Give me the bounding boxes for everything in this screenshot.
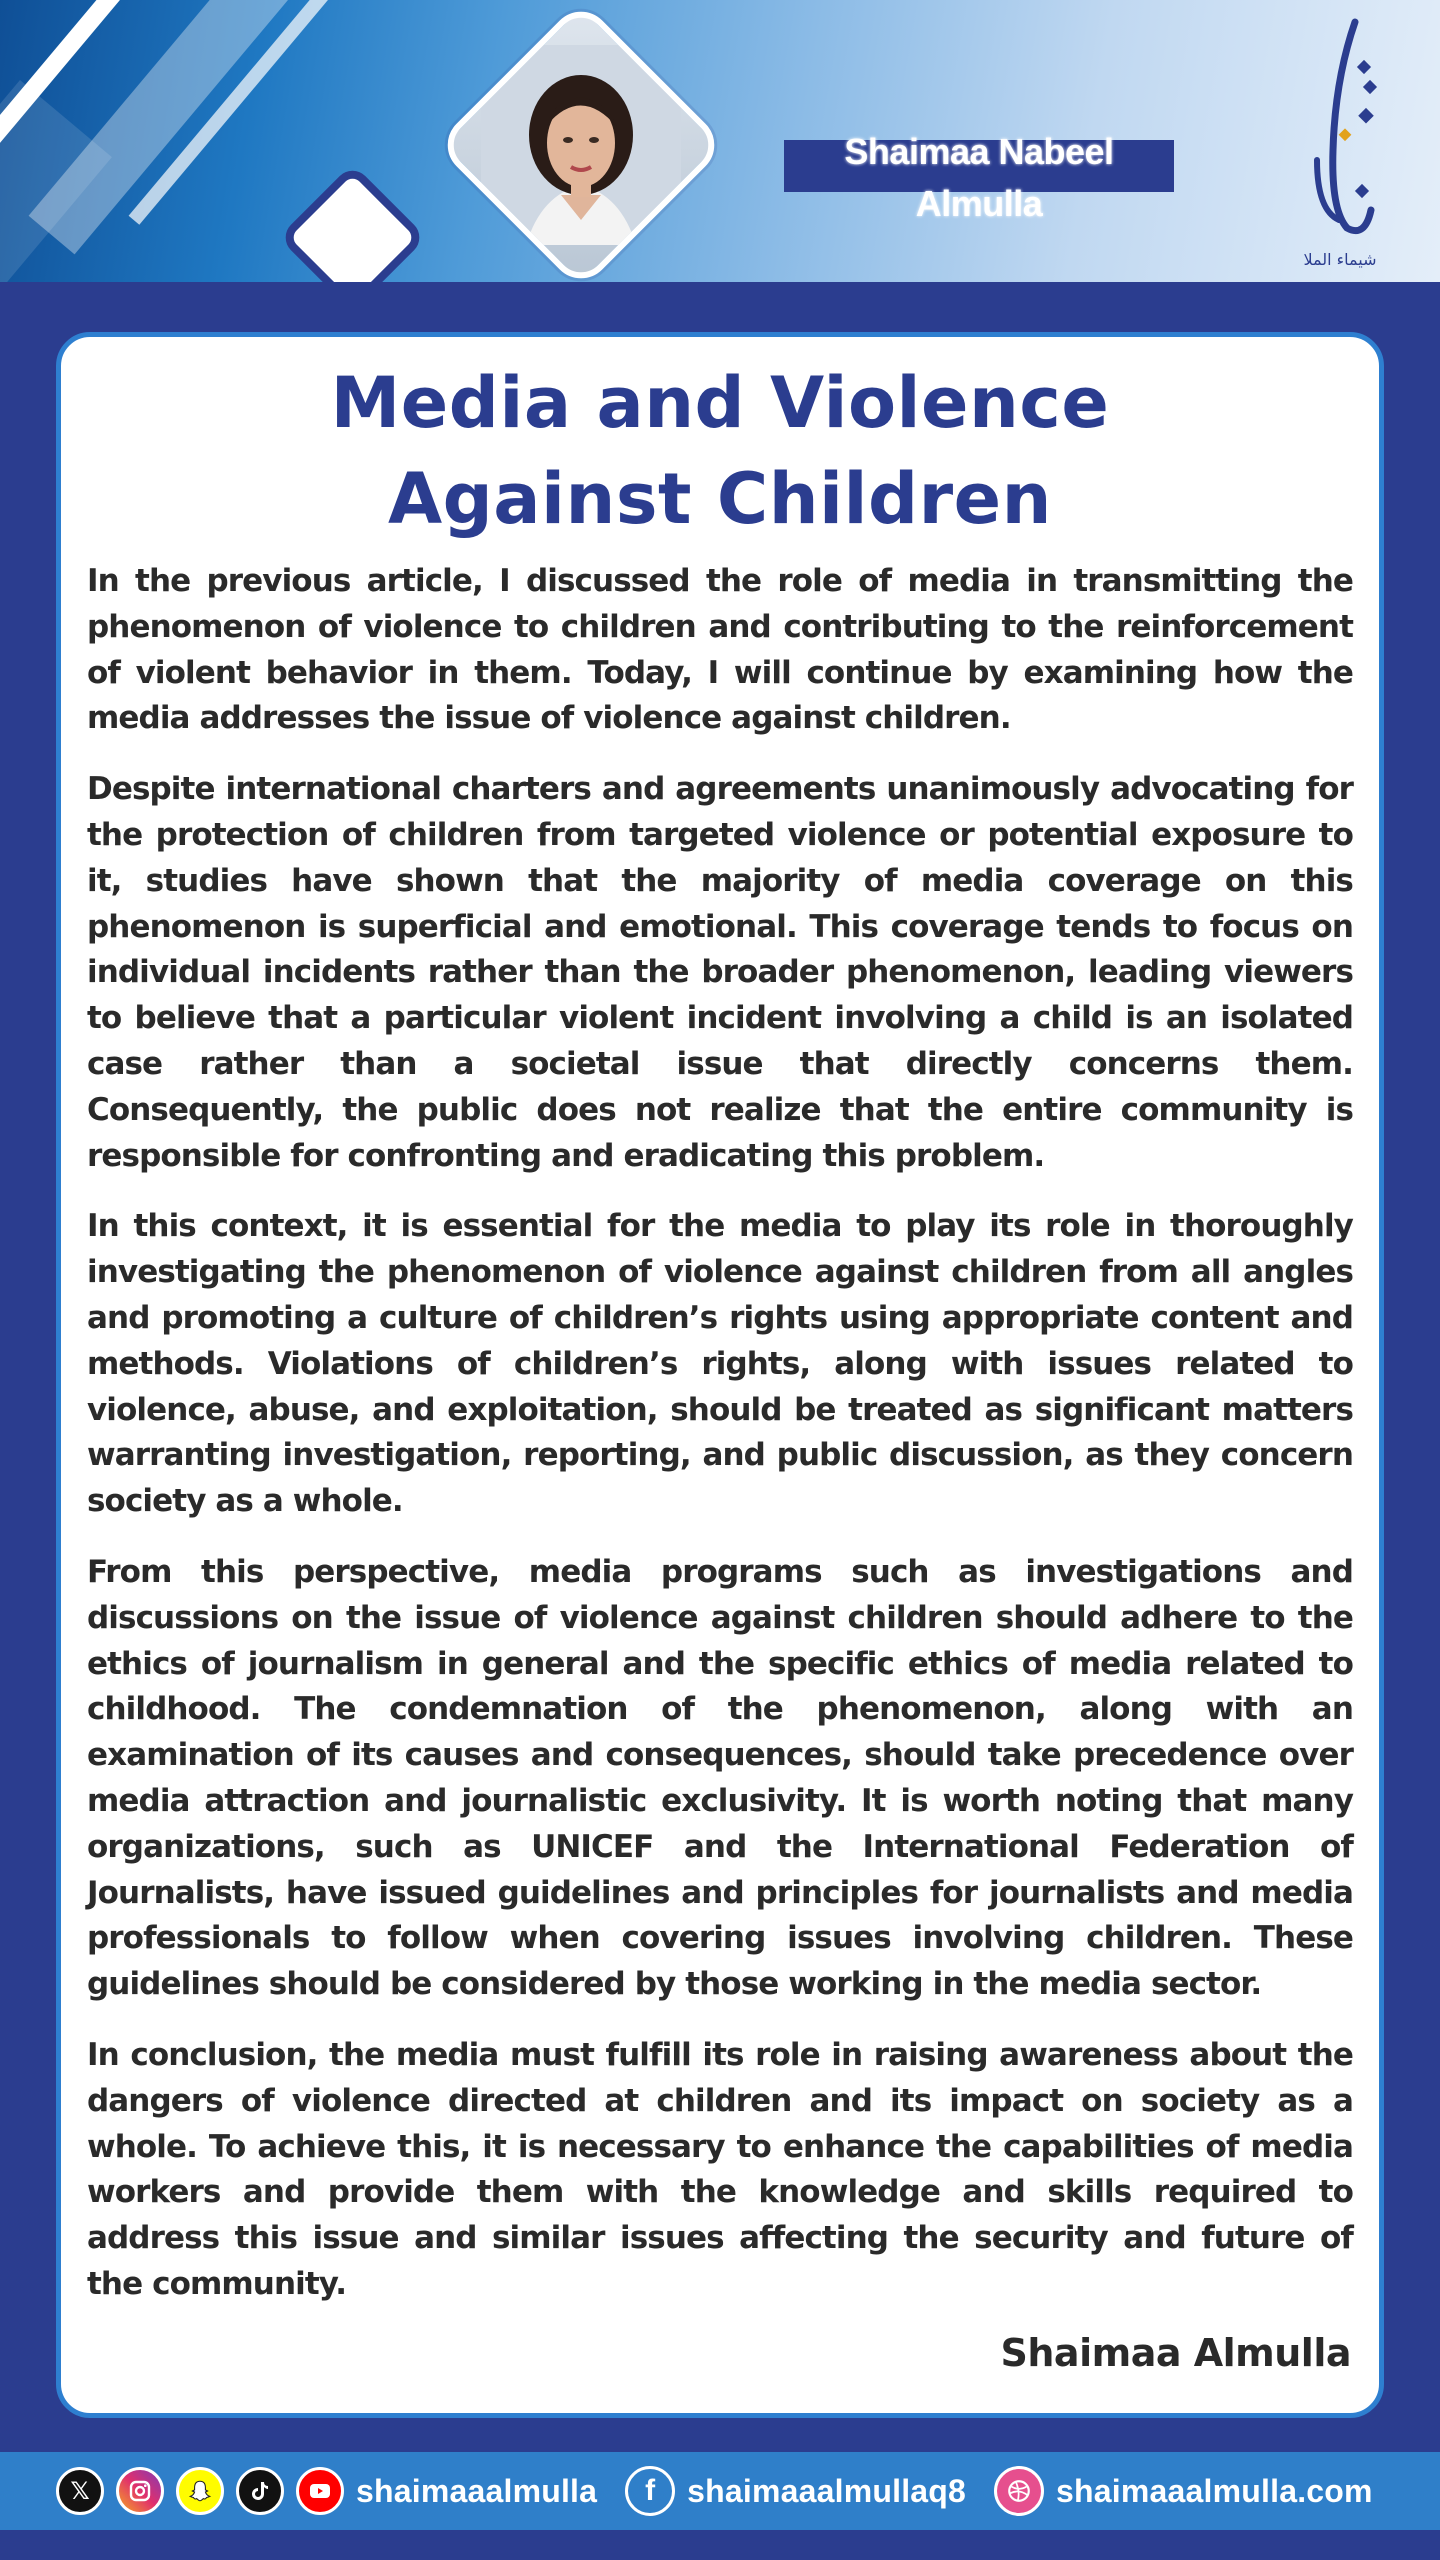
website-link[interactable]: shaimaaalmulla.com: [1056, 2472, 1373, 2509]
decorative-diamond: [278, 163, 426, 282]
facebook-handle-link[interactable]: shaimaaalmullaq8: [687, 2472, 967, 2509]
article-paragraph: In this context, it is essential for the media to play its role in thoroughly investigating the phenomenon of violence against children from all angles and promoting a culture of children’s rights using appropriate content and methods. Violations of children’s rights, along with issues related to violence, abuse, and exploitation, should be treated as significant matters warranting investigation, reporting, and public discussion, as they concern society as a whole.: [87, 1208, 1353, 1520]
article-body: [87, 559, 1353, 2333]
social-handle-link[interactable]: shaimaaalmulla: [356, 2472, 598, 2509]
tiktok-icon[interactable]: [236, 2467, 284, 2515]
article-card: [56, 332, 1384, 2418]
x-icon[interactable]: 𝕏: [56, 2467, 104, 2515]
header-banner: [0, 0, 1440, 282]
youtube-icon[interactable]: [296, 2467, 344, 2515]
facebook-icon[interactable]: f: [625, 2466, 675, 2516]
article-paragraph: In conclusion, the media must fulfill its role in raising awareness about the dangers of violence directed at children and its impact on society as a whole. To achieve this, it is necessary to enhance the capabilities of media workers and provide them with the knowledge and skills required to address this issue and similar issues affecting the security and future of the community.: [87, 2036, 1353, 2302]
article-signature: Shaimaa Almulla: [1000, 2331, 1351, 2375]
author-name: Shaimaa Nabeel Almulla: [844, 131, 1114, 224]
author-photo-frame: [435, 0, 726, 282]
snapchat-icon[interactable]: [176, 2467, 224, 2515]
instagram-icon[interactable]: [116, 2467, 164, 2515]
calligraphy-logo-icon: [1295, 10, 1390, 272]
article-paragraph: In the previous article, I discussed the role of media in transmitting the phenomenon of violence to children and contributing to the reinforcement of violent behavior in them. Today, I will continue by examining how the media addresses the issue of violence against children.: [87, 563, 1353, 737]
title-line: Against Children: [388, 458, 1052, 540]
article-title: [61, 355, 1379, 547]
article-paragraph: From this perspective, media programs such as investigations and discussions on the issue of violence against children should adhere to the ethics of journalism in general and the specific ethics of media related to childhood. The condemnation of the phenomenon, along with an examination of its causes and consequences, should take precedence over media attraction and journalistic exclusivity. It is worth noting that many organizations, such as UNICEF and the International Federation of Journalists, have issued guidelines and principles for journalists and media professionals to follow when covering issues involving children. These guidelines should be considered by those working in the media sector.: [87, 1553, 1353, 2003]
logo-caption: شيماء الملا: [1303, 250, 1377, 269]
article-paragraph: Despite international charters and agreements unanimously advocating for the protection of children from targeted violence or potential exposure to it, studies have shown that the majority of media coverage on this phenomenon is superficial and emotional. This coverage tends to focus on individual incidents rather than the broader phenomenon, leading viewers to believe that a particular violent incident involving a child is an isolated case rather than a societal issue that directly concerns them. Consequently, the public does not realize that the entire community is responsible for confronting and eradicating this problem.: [87, 771, 1353, 1174]
author-portrait: [481, 45, 681, 245]
social-footer: [0, 2452, 1440, 2530]
globe-icon[interactable]: [994, 2466, 1044, 2516]
author-name-tag: [784, 131, 1174, 224]
title-line: Media and Violence: [330, 362, 1110, 444]
